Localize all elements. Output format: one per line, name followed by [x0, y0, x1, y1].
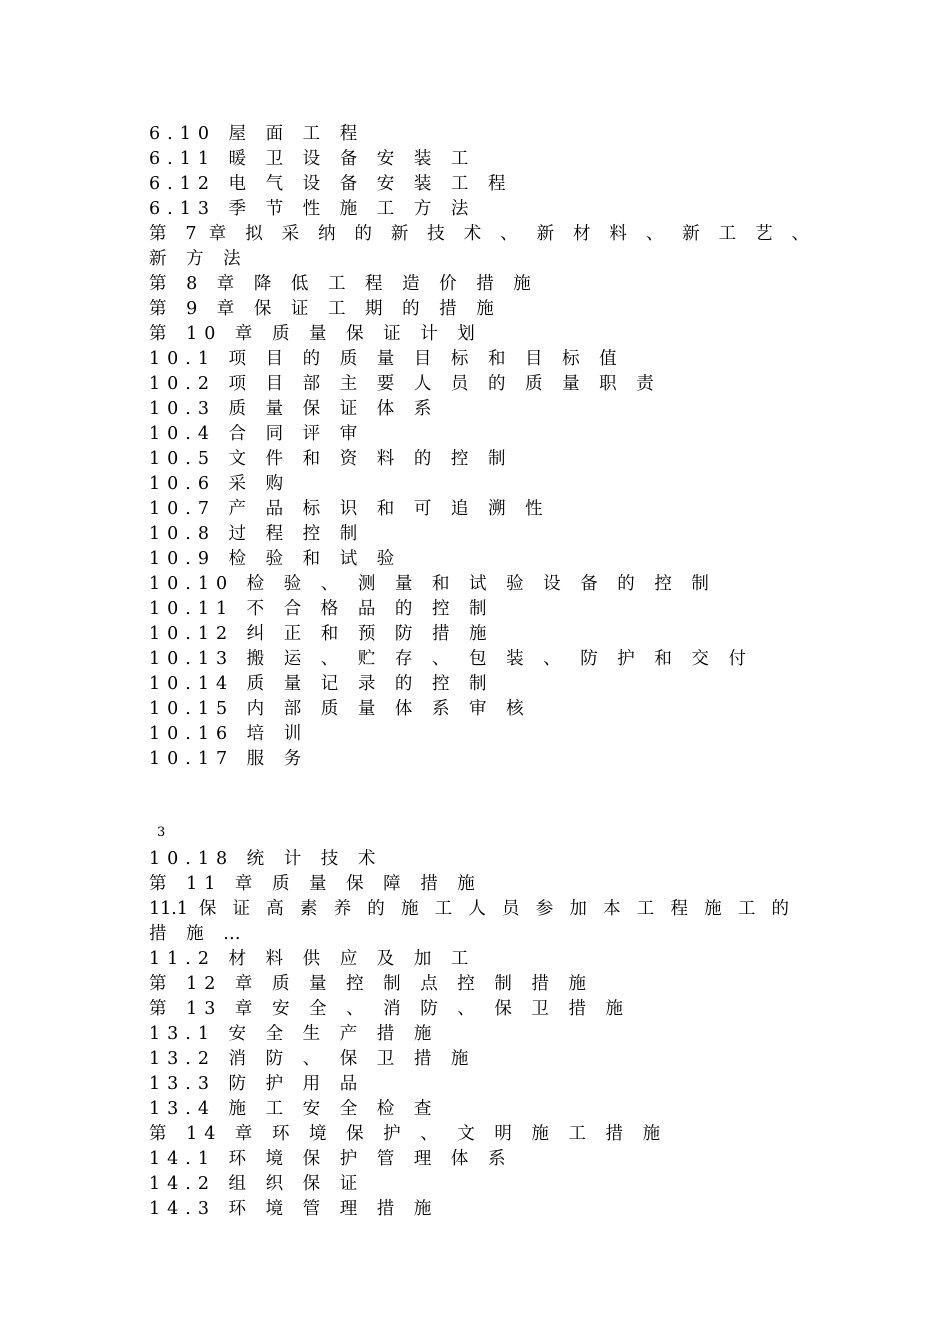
toc-line: 10.12 纠 正 和 预 防 措 施	[149, 624, 494, 644]
toc-line: 6.12 电 气 设 备 安 装 工 程	[149, 174, 513, 194]
toc-line: 10.5 文 件 和 资 料 的 控 制	[149, 449, 513, 469]
toc-line: 第 9 章 保 证 工 期 的 措 施	[149, 299, 501, 319]
toc-line: 10.9 检 验 和 试 验	[149, 549, 402, 569]
toc-line: 10.4 合 同 评 审	[149, 424, 365, 444]
toc-line: 13.3 防 护 用 品	[149, 1074, 365, 1094]
toc-line: 6.11 暖 卫 设 备 安 装 工	[149, 149, 476, 169]
toc-line: 10.13 搬 运 、 贮 存 、 包 装 、 防 护 和 交 付	[149, 649, 753, 669]
toc-line: 10.1 项 目 的 质 量 目 标 和 目 标 值	[149, 349, 624, 369]
toc-line: 第 13 章 安 全 、 消 防 、 保 卫 措 施	[149, 999, 631, 1019]
toc-line: 11.1 保 证 高 素 养 的 施 工 人 员 参 加 本 工 程 施 工 的	[149, 899, 789, 919]
toc-line: 10.7 产 品 标 识 和 可 追 溯 性	[149, 499, 550, 519]
toc-line: 10.2 项 目 部 主 要 人 员 的 质 量 职 责	[149, 374, 661, 394]
page-number: 3	[157, 825, 166, 840]
toc-block-lower	[149, 847, 809, 1222]
toc-line: 10.10 检 验 、 测 量 和 试 验 设 备 的 控 制	[149, 574, 716, 594]
toc-line: 10.16 培 训	[149, 724, 309, 744]
toc-line: 10.8 过 程 控 制	[149, 524, 365, 544]
toc-line: 10.6 采 购	[149, 474, 291, 494]
toc-line: 10.3 质 量 保 证 体 系	[149, 399, 439, 419]
toc-line: 10.17 服 务	[149, 749, 309, 769]
toc-line: 13.2 消 防 、 保 卫 措 施	[149, 1049, 476, 1069]
toc-line: 6.10 屋 面 工 程	[149, 124, 365, 144]
toc-line: 14.2 组 织 保 证	[149, 1174, 365, 1194]
toc-line: 10.15 内 部 质 量 体 系 审 核	[149, 699, 531, 719]
toc-line: 第 7 章 拟 采 纳 的 新 技 术 、 新 材 料 、 新 工 艺 、	[149, 224, 809, 244]
toc-line: 11.2 材 料 供 应 及 加 工	[149, 949, 476, 969]
toc-line: 14.1 环 境 保 护 管 理 体 系	[149, 1149, 513, 1169]
toc-block-upper	[149, 122, 809, 772]
toc-line: 第 12 章 质 量 控 制 点 控 制 措 施	[149, 974, 593, 994]
toc-line: 14.3 环 境 管 理 措 施	[149, 1199, 439, 1219]
toc-line: 10.11 不 合 格 品 的 控 制	[149, 599, 494, 619]
toc-line: 6.13 季 节 性 施 工 方 法	[149, 199, 476, 219]
toc-line: 13.1 安 全 生 产 措 施	[149, 1024, 439, 1044]
toc-line: 新 方 法	[149, 249, 248, 269]
toc-line: 13.4 施 工 安 全 检 查	[149, 1099, 439, 1119]
toc-line: 第 11 章 质 量 保 障 措 施	[149, 874, 482, 894]
toc-line: 10.14 质 量 记 录 的 控 制	[149, 674, 494, 694]
toc-line: 第 8 章 降 低 工 程 造 价 措 施	[149, 274, 538, 294]
toc-line: 措 施 …	[149, 924, 248, 944]
toc-line: 第 10 章 质 量 保 证 计 划	[149, 324, 482, 344]
toc-line: 第 14 章 环 境 保 护 、 文 明 施 工 措 施	[149, 1124, 668, 1144]
toc-line: 10.18 统 计 技 术	[149, 849, 383, 869]
